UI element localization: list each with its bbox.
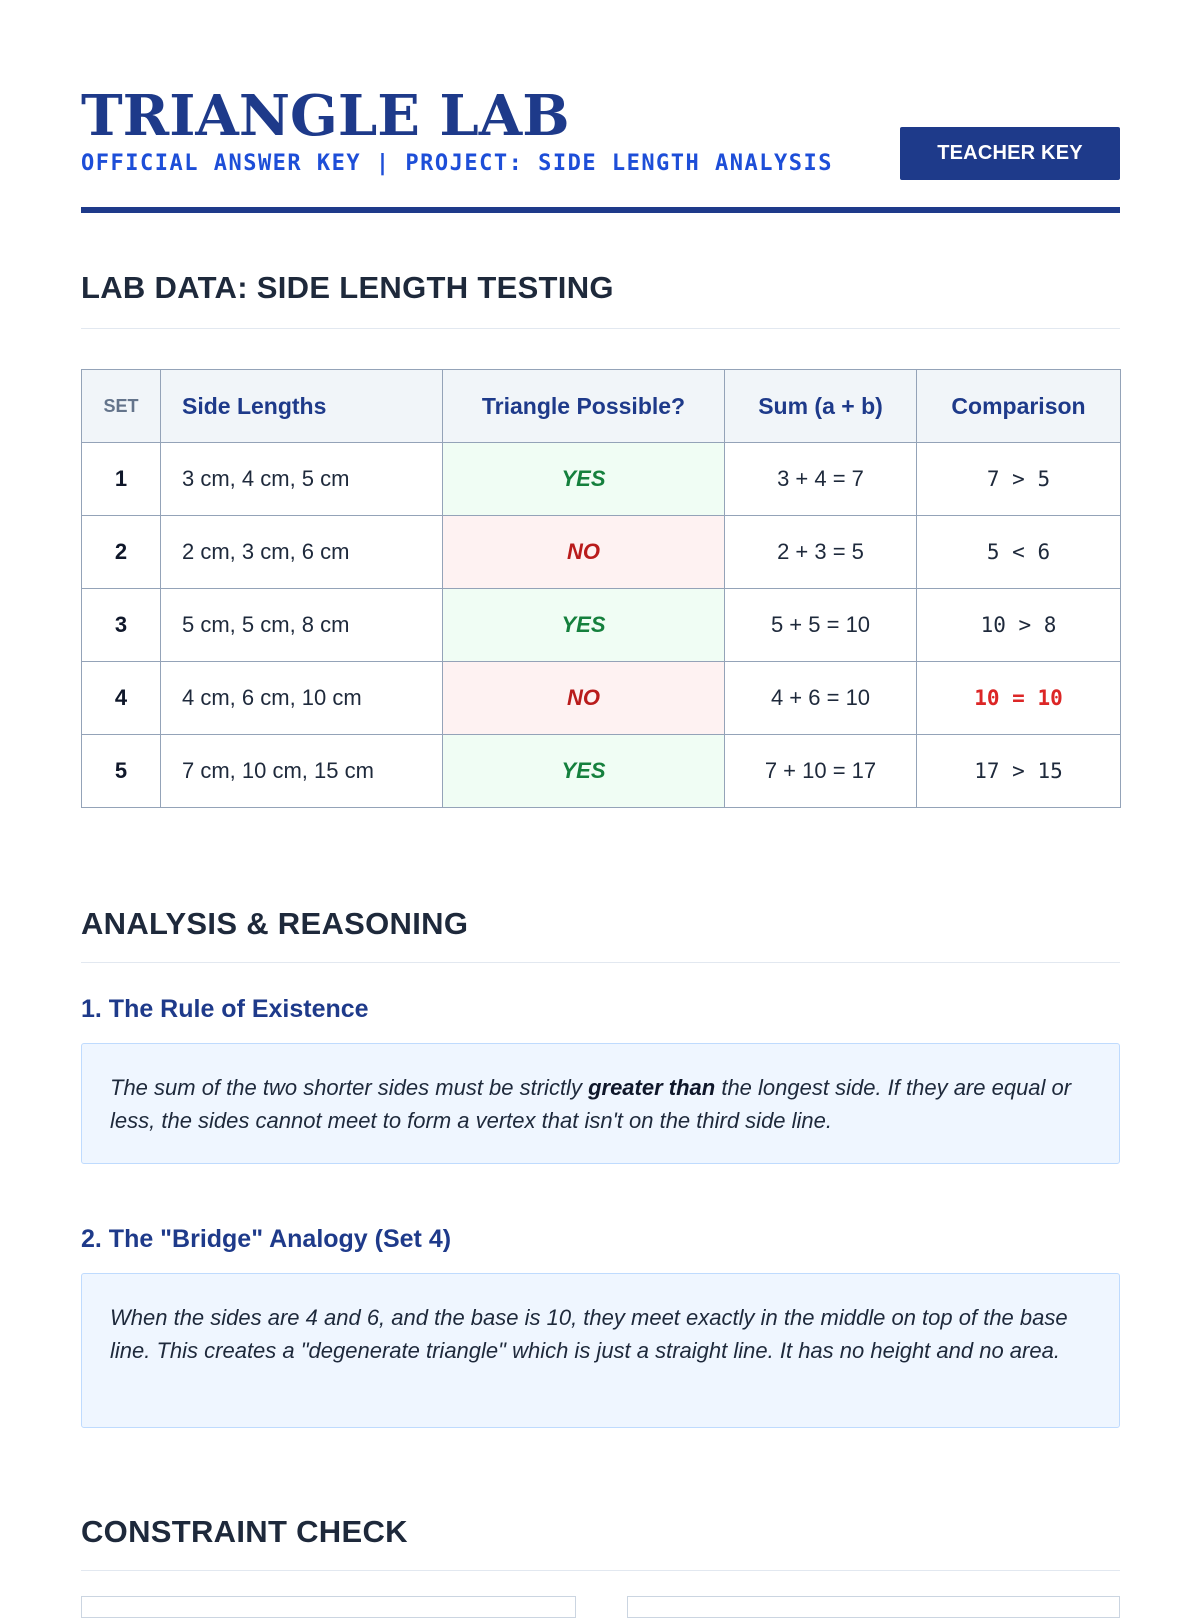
page-header bbox=[81, 0, 1120, 214]
page-subtitle: OFFICIAL ANSWER KEY | PROJECT: SIDE LENGTH ANALYSIS bbox=[81, 151, 834, 176]
rule-text-start: The sum of the two shorter sides must be strictly bbox=[110, 1075, 589, 1100]
side-lengths: 7 cm, 10 cm, 15 cm bbox=[161, 735, 443, 808]
set-number: 5 bbox=[82, 735, 161, 808]
column-header-set: SET bbox=[82, 370, 161, 443]
triangle-possible-badge: YES bbox=[443, 589, 725, 662]
rule-text-emphasis: greater than bbox=[588, 1075, 716, 1100]
answer-key-page bbox=[81, 0, 1120, 1549]
column-header-triangle-possible: Triangle Possible? bbox=[443, 370, 725, 443]
lab-data-table bbox=[81, 369, 1121, 808]
analysis-heading: ANALYSIS & REASONING bbox=[81, 906, 469, 941]
constraint-divider bbox=[81, 1570, 1120, 1571]
header-divider bbox=[81, 207, 1120, 213]
sum-value: 7 + 10 = 17 bbox=[725, 735, 917, 808]
triangle-possible-badge: NO bbox=[443, 516, 725, 589]
bridge-analogy-title: 2. The "Bridge" Analogy (Set 4) bbox=[81, 1225, 452, 1253]
lab-data-heading: LAB DATA: SIDE LENGTH TESTING bbox=[81, 270, 614, 305]
column-header-comparison: Comparison bbox=[917, 370, 1121, 443]
rule-of-existence-callout bbox=[81, 1043, 1120, 1164]
set-number: 3 bbox=[82, 589, 161, 662]
lab-data-divider bbox=[81, 328, 1120, 329]
teacher-key-badge: TEACHER KEY bbox=[900, 127, 1120, 180]
table-row bbox=[82, 662, 1121, 735]
bridge-text: When the sides are 4 and 6, and the base is 10, they meet exactly in the middle on top of the base line. This creates a "degenerate triangle" which is just a straight line. It has no height and no area. bbox=[110, 1305, 1068, 1363]
rule-of-existence-title: 1. The Rule of Existence bbox=[81, 995, 369, 1023]
triangle-possible-badge: YES bbox=[443, 443, 725, 516]
side-lengths: 5 cm, 5 cm, 8 cm bbox=[161, 589, 443, 662]
side-lengths: 3 cm, 4 cm, 5 cm bbox=[161, 443, 443, 516]
sum-value: 4 + 6 = 10 bbox=[725, 662, 917, 735]
column-header-side-lengths: Side Lengths bbox=[161, 370, 443, 443]
constraint-check-heading: CONSTRAINT CHECK bbox=[81, 1514, 408, 1549]
table-row bbox=[82, 735, 1121, 808]
table-row bbox=[82, 516, 1121, 589]
analysis-divider bbox=[81, 962, 1120, 963]
bridge-analogy-callout bbox=[81, 1273, 1120, 1428]
column-header-sum: Sum (a + b) bbox=[725, 370, 917, 443]
set-number: 4 bbox=[82, 662, 161, 735]
constraint-card-left bbox=[81, 1596, 576, 1618]
side-lengths: 4 cm, 6 cm, 10 cm bbox=[161, 662, 443, 735]
table-header-row bbox=[82, 370, 1121, 443]
table-row bbox=[82, 589, 1121, 662]
set-number: 1 bbox=[82, 443, 161, 516]
page-title: TRIANGLE LAB bbox=[81, 83, 570, 149]
triangle-possible-badge: NO bbox=[443, 662, 725, 735]
sum-value: 5 + 5 = 10 bbox=[725, 589, 917, 662]
comparison-value: 5 < 6 bbox=[917, 516, 1121, 589]
rule-text-end: the longest side. If they are equal or less, the sides cannot meet to form a vertex that isn't on the third side line. bbox=[110, 1075, 1072, 1133]
comparison-value: 10 > 8 bbox=[917, 589, 1121, 662]
comparison-value: 10 = 10 bbox=[917, 662, 1121, 735]
sum-value: 3 + 4 = 7 bbox=[725, 443, 917, 516]
comparison-value: 17 > 15 bbox=[917, 735, 1121, 808]
set-number: 2 bbox=[82, 516, 161, 589]
table-row bbox=[82, 443, 1121, 516]
triangle-possible-badge: YES bbox=[443, 735, 725, 808]
sum-value: 2 + 3 = 5 bbox=[725, 516, 917, 589]
side-lengths: 2 cm, 3 cm, 6 cm bbox=[161, 516, 443, 589]
constraint-card-right bbox=[627, 1596, 1120, 1618]
comparison-value: 7 > 5 bbox=[917, 443, 1121, 516]
